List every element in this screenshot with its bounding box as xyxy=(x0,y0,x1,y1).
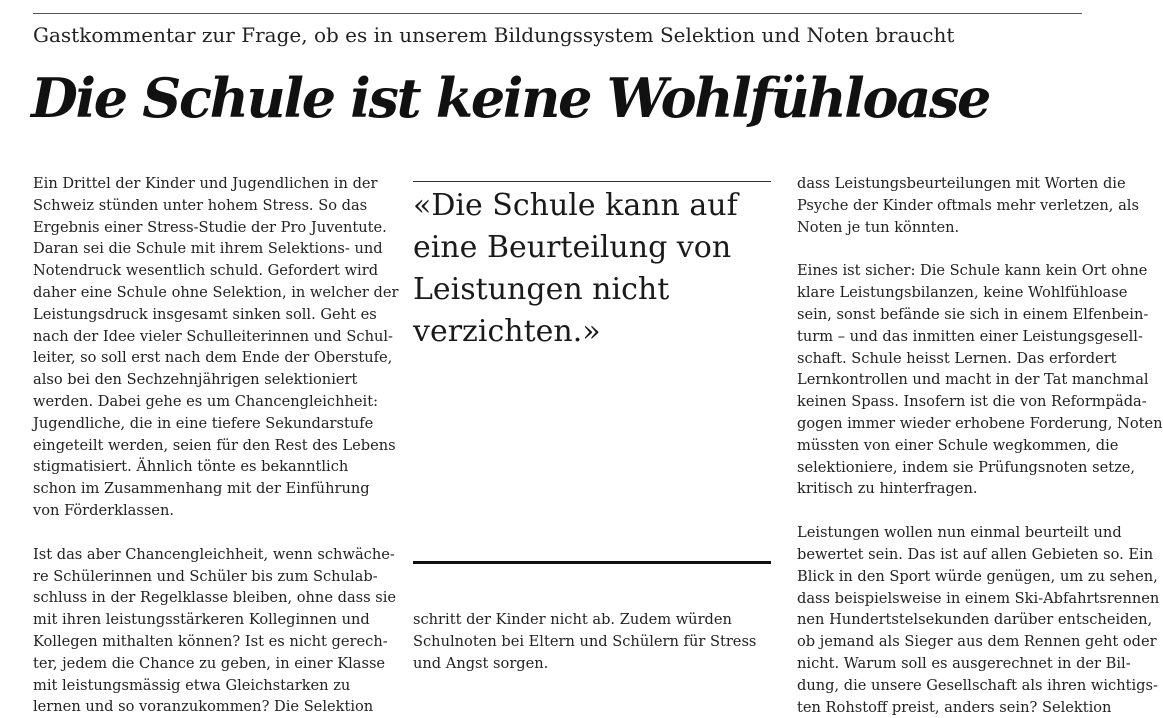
text-line: ten Rohstoff preist, anders sein? Selektion xyxy=(797,698,1112,716)
text-line: mit leistungsmässig etwa Gleichstarken zu xyxy=(33,676,351,694)
text-line: sein, sonst befände sie sich in einem Elfenbein- xyxy=(797,305,1149,323)
text-line: ob jemand als Sieger aus dem Rennen geht oder xyxy=(797,633,1157,651)
text-line: Kollegen mithalten können? Ist es nicht gerech- xyxy=(33,632,388,650)
text-line: Blick in den Sport würde genügen, um zu sehen, xyxy=(797,567,1158,585)
text-line: Schulnoten bei Eltern und Schülern für Stress xyxy=(413,632,757,650)
text-line: Notendruck wesentlich schuld. Gefordert wird xyxy=(33,262,379,280)
text-line: daher eine Schule ohne Selektion, in welcher der xyxy=(33,283,399,301)
text-line: müssten von einer Schule wegkommen, die xyxy=(797,436,1119,454)
text-line: dung, die unsere Gesellschaft als ihren wichtigs- xyxy=(797,676,1158,694)
paragraph xyxy=(33,544,397,718)
pull-quote-top-rule xyxy=(413,181,771,182)
paragraph xyxy=(797,522,1160,718)
text-line: Leistungsdruck insgesamt sinken soll. Geht es xyxy=(33,305,377,323)
text-line: mit ihren leistungsstärkeren Kolleginnen und xyxy=(33,611,370,629)
text-line: von Förderklassen. xyxy=(33,501,174,519)
paragraph xyxy=(413,609,773,674)
pull-quote-text xyxy=(413,185,738,353)
text-line: Noten je tun könnten. xyxy=(797,218,960,236)
text-line: keinen Spass. Insofern ist die von Reformpäda- xyxy=(797,393,1147,411)
paragraph xyxy=(797,260,1163,500)
text-line: Jugendliche, die in eine tiefere Sekundarstufe xyxy=(33,414,374,432)
pull-quote-line: eine Beurteilung von xyxy=(413,230,732,265)
text-line: schaft. Schule heisst Lernen. Das erfordert xyxy=(797,349,1117,367)
text-line: schluss in der Regelklasse bleiben, ohne dass sie xyxy=(33,589,397,607)
text-line: lernen und so voranzukommen? Die Selektion xyxy=(33,698,374,716)
text-line: turm – und das inmitten einer Leistungsgesell- xyxy=(797,327,1143,345)
column-middle xyxy=(413,609,773,674)
text-line: kritisch zu hinterfragen. xyxy=(797,480,978,498)
text-line: re Schülerinnen und Schüler bis zum Schulab- xyxy=(33,567,378,585)
text-line: leiter, so soll erst nach dem Ende der Oberstufe, xyxy=(33,349,393,367)
text-line: klare Leistungsbilanzen, keine Wohlfühloase xyxy=(797,284,1128,302)
text-line: nen Hundertstelsekunden darüber entscheiden, xyxy=(797,611,1153,629)
text-line: schritt der Kinder nicht ab. Zudem würden xyxy=(413,611,732,628)
text-line: nach der Idee vieler Schulleiterinnen und Schul- xyxy=(33,327,393,345)
text-line: und Angst sorgen. xyxy=(413,654,549,672)
text-line: selektioniere, indem sie Prüfungsnoten setze, xyxy=(797,458,1136,476)
column-right xyxy=(797,173,1163,718)
pull-quote xyxy=(413,181,771,564)
text-line: ter, jedem die Chance zu geben, in einer Klasse xyxy=(33,654,386,672)
paragraph xyxy=(797,173,1139,238)
text-line: Eines ist sicher: Die Schule kann kein Ort ohne xyxy=(797,262,1148,280)
pull-quote-bottom-rule xyxy=(413,561,771,564)
text-line: werden. Dabei gehe es um Chancengleichheit: xyxy=(33,392,378,410)
text-line: Psyche der Kinder oftmals mehr verletzen, als xyxy=(797,196,1139,214)
text-line: Daran sei die Schule mit ihrem Selektions- und xyxy=(33,240,383,258)
text-line: Ergebnis einer Stress-Studie der Pro Juventute. xyxy=(33,218,387,236)
text-line: nicht. Warum soll es ausgerechnet in der Bil- xyxy=(797,654,1131,672)
text-line: schon im Zusammenhang mit der Einführung xyxy=(33,480,370,498)
text-line: dass beispielsweise in einem Ski-Abfahrtsrennen xyxy=(797,589,1160,607)
text-line: gogen immer wieder erhobene Forderung, Noten xyxy=(797,414,1163,432)
text-line: eingeteilt werden, seien für den Rest des Lebens xyxy=(33,436,396,454)
pull-quote-line: verzichten.» xyxy=(413,314,601,349)
text-line: dass Leistungsbeurteilungen mit Worten die xyxy=(797,175,1126,192)
article-kicker: Gastkommentar zur Frage, ob es in unserem Bildungssystem Selektion und Noten braucht xyxy=(33,23,955,47)
text-line: Leistungen wollen nun einmal beurteilt und xyxy=(797,524,1122,542)
text-line: Schweiz stünden unter hohem Stress. So das xyxy=(33,196,368,214)
pull-quote-line: Leistungen nicht xyxy=(413,272,670,307)
pull-quote-line: «Die Schule kann auf xyxy=(413,188,738,223)
text-line: also bei den Sechzehnjährigen selektioniert xyxy=(33,371,358,389)
text-line: bewertet sein. Das ist auf allen Gebieten so. Ein xyxy=(797,545,1154,563)
top-rule xyxy=(33,13,1082,14)
text-line: Lernkontrollen und macht in der Tat manchmal xyxy=(797,371,1149,389)
text-line: Ist das aber Chancengleichheit, wenn schwäche- xyxy=(33,545,395,563)
paragraph xyxy=(33,173,399,522)
column-left xyxy=(33,173,399,718)
text-line: stigmatisiert. Ähnlich tönte es bekanntlich xyxy=(33,458,349,476)
article-headline: Die Schule ist keine Wohlfühloase xyxy=(31,66,990,130)
text-line: Ein Drittel der Kinder und Jugendlichen in der xyxy=(33,175,378,192)
